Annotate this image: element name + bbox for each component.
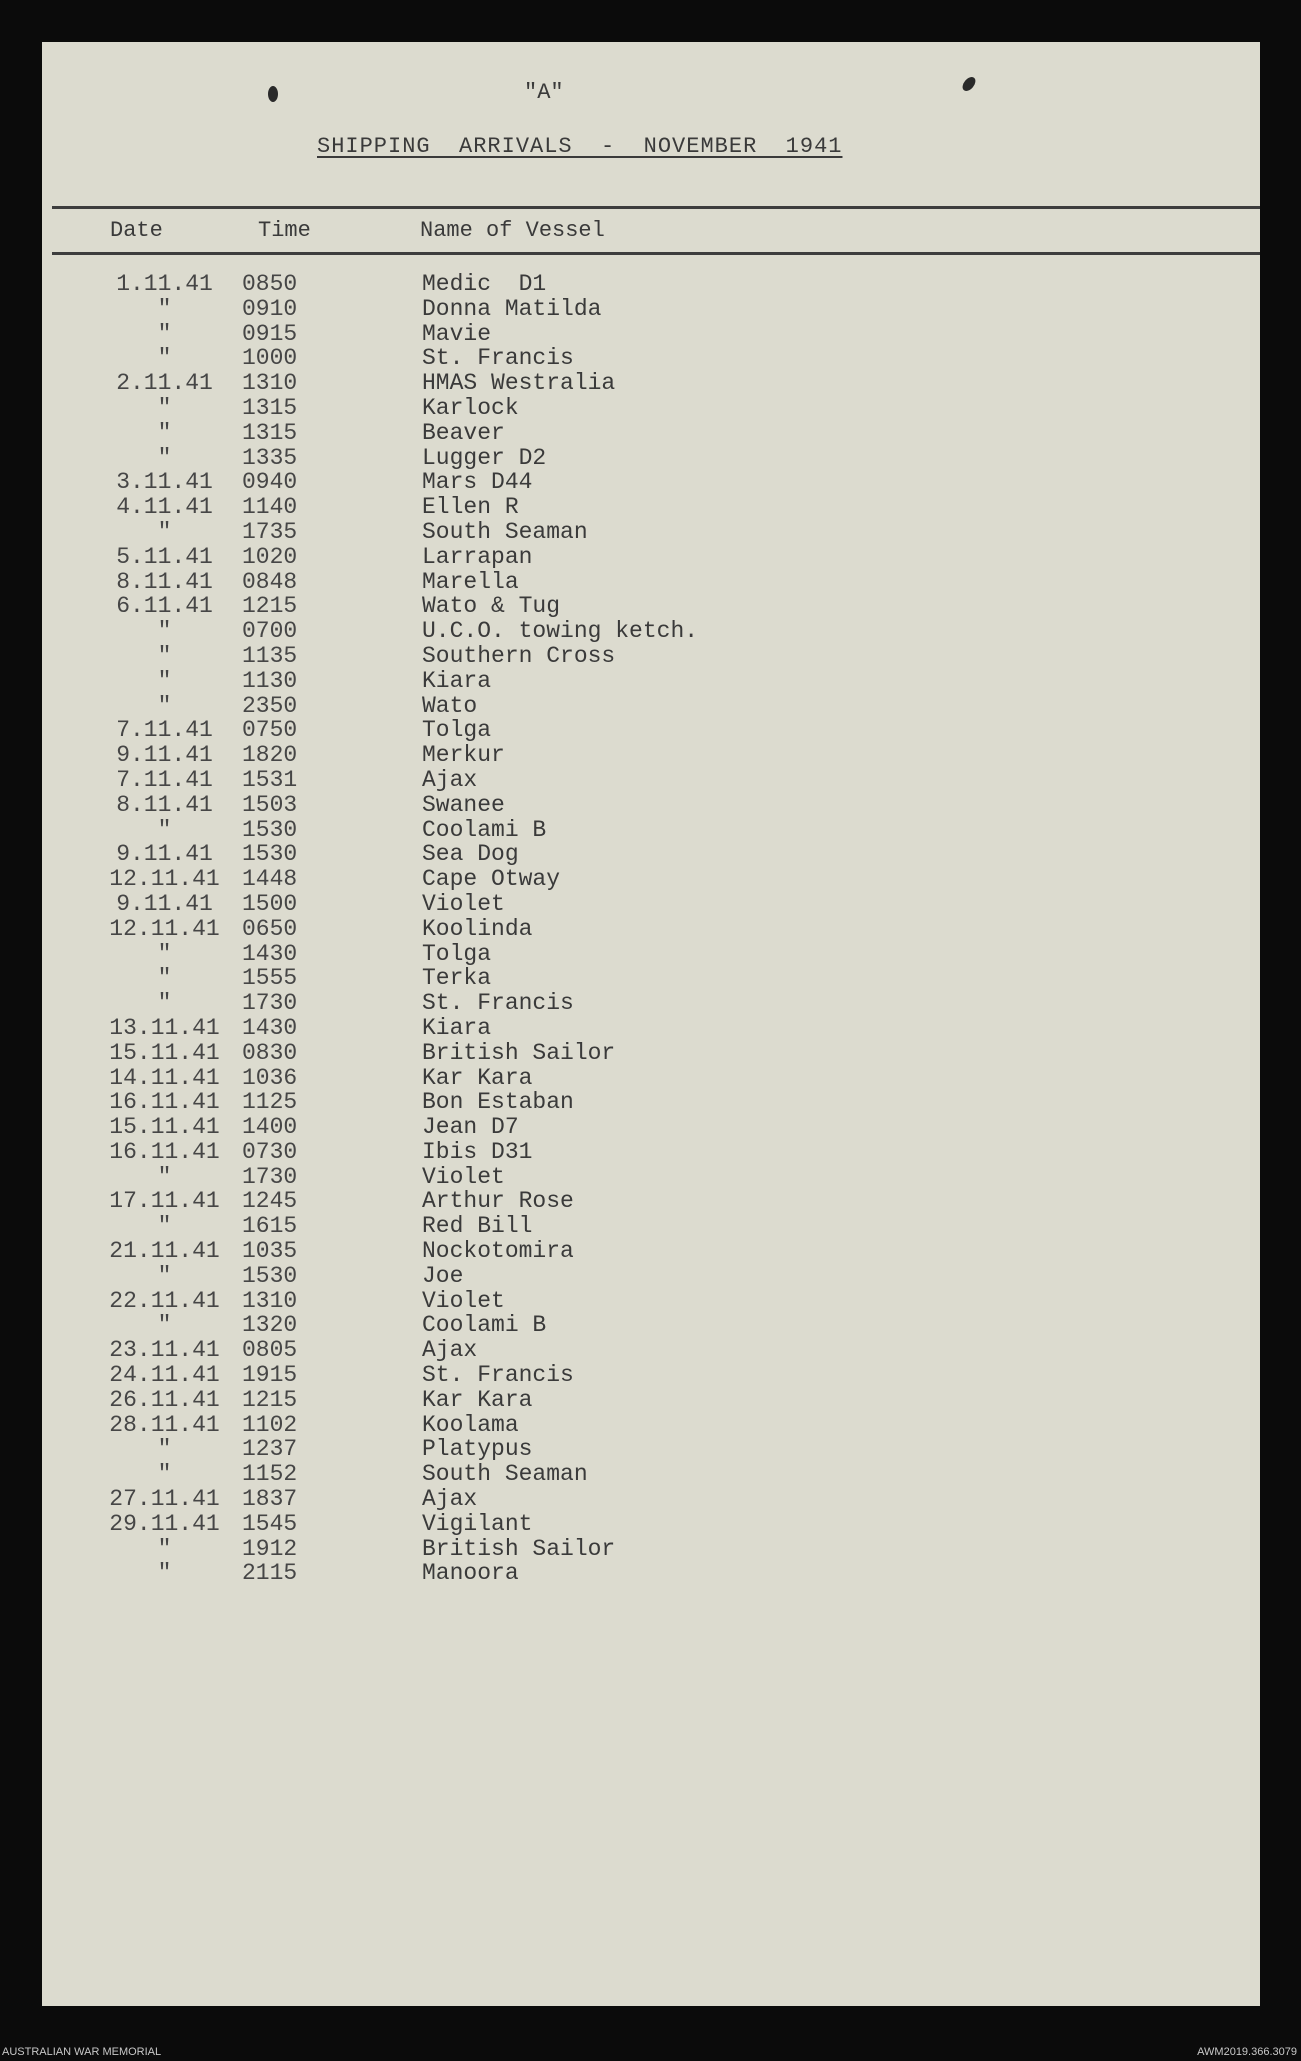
time-cell: 1320 — [242, 1312, 298, 1339]
time-cell: 1310 — [242, 1287, 298, 1314]
vessel-cell: British Sailor — [422, 1039, 616, 1066]
time-cell: 1315 — [242, 419, 298, 446]
vessel-cell: British Sailor — [422, 1535, 616, 1562]
page-title: SHIPPING ARRIVALS - NOVEMBER 1941 — [317, 134, 843, 159]
time-cell: 0850 — [242, 271, 298, 297]
table-row — [42, 1313, 1260, 1338]
date-cell: 15.11.41 — [109, 1039, 220, 1066]
time-cell: 1530 — [242, 1262, 298, 1289]
vessel-cell: Sea Dog — [422, 841, 519, 868]
vessel-cell: Merkur — [422, 742, 505, 769]
time-cell: 1315 — [242, 394, 298, 421]
time-cell: 0650 — [242, 915, 298, 942]
time-cell: 1615 — [242, 1213, 298, 1240]
date-cell: 9.11.41 — [116, 890, 213, 917]
date-cell: 13.11.41 — [109, 1014, 220, 1041]
date-cell: " — [157, 394, 172, 421]
table-row — [42, 892, 1260, 917]
date-cell: 7.11.41 — [116, 766, 213, 793]
vessel-cell: Arthur Rose — [422, 1188, 574, 1215]
table-row — [42, 917, 1260, 942]
time-cell: 1915 — [242, 1362, 298, 1389]
vessel-cell: Mavie — [422, 320, 492, 347]
time-cell: 1400 — [242, 1114, 298, 1141]
vessel-cell: Coolami B — [422, 1312, 547, 1339]
vessel-cell: Nockotomira — [422, 1238, 574, 1265]
table-row — [42, 619, 1260, 644]
vessel-cell: Beaver — [422, 419, 505, 446]
date-cell: " — [157, 618, 172, 645]
time-cell: 1140 — [242, 494, 298, 521]
vessel-cell: Violet — [422, 1287, 505, 1314]
time-cell: 1130 — [242, 667, 298, 694]
time-cell: 1237 — [242, 1436, 298, 1463]
vessel-cell: Ellen R — [422, 494, 519, 521]
date-cell: " — [157, 940, 172, 967]
time-cell: 0910 — [242, 295, 298, 322]
date-cell: 17.11.41 — [109, 1188, 220, 1215]
table-row — [42, 594, 1260, 619]
table-row — [42, 297, 1260, 322]
table-row — [42, 1115, 1260, 1140]
date-cell: 7.11.41 — [116, 717, 213, 744]
vessel-cell: Tolga — [422, 940, 492, 967]
date-cell: " — [157, 990, 172, 1017]
vessel-cell: Wato & Tug — [422, 593, 561, 620]
date-cell: " — [157, 1560, 172, 1587]
table-row — [42, 694, 1260, 719]
vessel-cell: Karlock — [422, 394, 519, 421]
table-row — [42, 1041, 1260, 1066]
table-row — [42, 495, 1260, 520]
date-cell: " — [157, 642, 172, 669]
table-row — [42, 1388, 1260, 1413]
table-row — [42, 272, 1260, 297]
date-cell: 27.11.41 — [109, 1486, 220, 1513]
table-row — [42, 1561, 1260, 1586]
table-row — [42, 1239, 1260, 1264]
table-row — [42, 991, 1260, 1016]
footer-credit: AUSTRALIAN WAR MEMORIAL — [2, 2046, 162, 2058]
vessel-cell: Donna Matilda — [422, 295, 602, 322]
vessel-cell: Koolama — [422, 1411, 519, 1438]
date-cell: 14.11.41 — [109, 1064, 220, 1091]
date-cell: 12.11.41 — [109, 915, 220, 942]
date-cell: " — [157, 1312, 172, 1339]
table-row — [42, 644, 1260, 669]
vessel-cell: Joe — [422, 1262, 464, 1289]
time-cell: 1245 — [242, 1188, 298, 1215]
time-cell: 1036 — [242, 1064, 298, 1091]
table-row — [42, 1016, 1260, 1041]
vessel-cell: Ajax — [422, 766, 478, 793]
date-cell: " — [157, 1163, 172, 1190]
table-row — [42, 1140, 1260, 1165]
table-row — [42, 1214, 1260, 1239]
date-cell: 8.11.41 — [116, 791, 213, 818]
date-cell: 24.11.41 — [109, 1362, 220, 1389]
table-row — [42, 793, 1260, 818]
time-cell: 1730 — [242, 1163, 298, 1190]
time-cell: 1430 — [242, 940, 298, 967]
header-rule-top — [52, 206, 1260, 209]
table-row — [42, 570, 1260, 595]
date-cell: " — [157, 419, 172, 446]
vessel-cell: Kar Kara — [422, 1386, 533, 1413]
vessel-cell: Marella — [422, 568, 519, 595]
table-row — [42, 1338, 1260, 1363]
table-row — [42, 1090, 1260, 1115]
vessel-cell: Red Bill — [422, 1213, 533, 1240]
time-cell: 1215 — [242, 593, 298, 620]
date-cell: 12.11.41 — [109, 866, 220, 893]
time-cell: 1531 — [242, 766, 298, 793]
vessel-cell: U.C.O. towing ketch. — [422, 618, 699, 645]
date-cell: 23.11.41 — [109, 1337, 220, 1364]
time-cell: 0750 — [242, 717, 298, 744]
time-cell: 0915 — [242, 320, 298, 347]
time-cell: 1735 — [242, 518, 298, 545]
date-cell: " — [157, 345, 172, 372]
date-cell: " — [157, 1262, 172, 1289]
vessel-cell: Koolinda — [422, 915, 533, 942]
date-cell: 1.11.41 — [116, 271, 213, 297]
date-cell: 2.11.41 — [116, 370, 213, 397]
time-cell: 0940 — [242, 469, 298, 496]
table-row — [42, 396, 1260, 421]
table-row — [42, 1537, 1260, 1562]
table-row — [42, 446, 1260, 471]
date-cell: " — [157, 1436, 172, 1463]
vessel-cell: Kiara — [422, 1014, 492, 1041]
vessel-cell: South Seaman — [422, 518, 588, 545]
vessel-cell: Kar Kara — [422, 1064, 533, 1091]
date-cell: " — [157, 444, 172, 471]
vessel-cell: Medic D1 — [422, 271, 547, 297]
date-cell: 5.11.41 — [116, 543, 213, 570]
punch-hole — [268, 86, 278, 102]
table-row — [42, 718, 1260, 743]
vessel-cell: St. Francis — [422, 345, 574, 372]
vessel-cell: Larrapan — [422, 543, 533, 570]
vessel-cell: Southern Cross — [422, 642, 616, 669]
table-row — [42, 1189, 1260, 1214]
date-cell: 26.11.41 — [109, 1386, 220, 1413]
vessel-cell: Lugger D2 — [422, 444, 547, 471]
vessel-cell: Ajax — [422, 1337, 478, 1364]
date-cell: 22.11.41 — [109, 1287, 220, 1314]
time-cell: 1152 — [242, 1461, 298, 1488]
table-row — [42, 470, 1260, 495]
table-row — [42, 842, 1260, 867]
time-cell: 1430 — [242, 1014, 298, 1041]
vessel-cell: Jean D7 — [422, 1114, 519, 1141]
date-cell: " — [157, 518, 172, 545]
time-cell: 2115 — [242, 1560, 298, 1587]
vessel-cell: Cape Otway — [422, 866, 561, 893]
table-row — [42, 520, 1260, 545]
time-cell: 1102 — [242, 1411, 298, 1438]
vessel-cell: Ajax — [422, 1486, 478, 1513]
table-row — [42, 1462, 1260, 1487]
arrivals-table — [42, 272, 1260, 1586]
time-cell: 1215 — [242, 1386, 298, 1413]
page-letter: "A" — [524, 80, 564, 105]
vessel-cell: Violet — [422, 890, 505, 917]
time-cell: 2350 — [242, 692, 298, 719]
date-cell: " — [157, 1461, 172, 1488]
table-row — [42, 818, 1260, 843]
time-cell: 1135 — [242, 642, 298, 669]
date-cell: 9.11.41 — [116, 841, 213, 868]
date-cell: " — [157, 965, 172, 992]
column-header-date: Date — [110, 218, 163, 243]
time-cell: 1820 — [242, 742, 298, 769]
vessel-cell: Kiara — [422, 667, 492, 694]
date-cell: 16.11.41 — [109, 1138, 220, 1165]
time-cell: 1912 — [242, 1535, 298, 1562]
time-cell: 0730 — [242, 1138, 298, 1165]
time-cell: 1000 — [242, 345, 298, 372]
vessel-cell: Tolga — [422, 717, 492, 744]
punch-hole — [960, 75, 978, 94]
time-cell: 1335 — [242, 444, 298, 471]
column-header-vessel: Name of Vessel — [420, 218, 605, 243]
table-row — [42, 1066, 1260, 1091]
header-rule-bottom — [52, 252, 1260, 255]
column-header-time: Time — [258, 218, 311, 243]
time-cell: 1730 — [242, 990, 298, 1017]
table-row — [42, 545, 1260, 570]
date-cell: 9.11.41 — [116, 742, 213, 769]
vessel-cell: St. Francis — [422, 990, 574, 1017]
time-cell: 1035 — [242, 1238, 298, 1265]
table-row — [42, 1512, 1260, 1537]
table-row — [42, 1264, 1260, 1289]
table-row — [42, 421, 1260, 446]
vessel-cell: Swanee — [422, 791, 505, 818]
vessel-cell: Coolami B — [422, 816, 547, 843]
date-cell: 3.11.41 — [116, 469, 213, 496]
table-row — [42, 1165, 1260, 1190]
time-cell: 1530 — [242, 841, 298, 868]
vessel-cell: Wato — [422, 692, 478, 719]
table-row — [42, 942, 1260, 967]
date-cell: " — [157, 1213, 172, 1240]
vessel-cell: Vigilant — [422, 1510, 533, 1537]
time-cell: 1020 — [242, 543, 298, 570]
time-cell: 1448 — [242, 866, 298, 893]
time-cell: 0700 — [242, 618, 298, 645]
table-row — [42, 346, 1260, 371]
time-cell: 0805 — [242, 1337, 298, 1364]
table-row — [42, 743, 1260, 768]
date-cell: " — [157, 816, 172, 843]
table-row — [42, 1289, 1260, 1314]
date-cell: 21.11.41 — [109, 1238, 220, 1265]
time-cell: 1555 — [242, 965, 298, 992]
vessel-cell: Ibis D31 — [422, 1138, 533, 1165]
date-cell: " — [157, 1535, 172, 1562]
table-row — [42, 1437, 1260, 1462]
date-cell: " — [157, 320, 172, 347]
date-cell: 28.11.41 — [109, 1411, 220, 1438]
vessel-cell: St. Francis — [422, 1362, 574, 1389]
time-cell: 1310 — [242, 370, 298, 397]
table-row — [42, 371, 1260, 396]
date-cell: 15.11.41 — [109, 1114, 220, 1141]
vessel-cell: Violet — [422, 1163, 505, 1190]
vessel-cell: Terka — [422, 965, 492, 992]
date-cell: " — [157, 692, 172, 719]
footer-reference: AWM2019.366.3079 — [1197, 2046, 1297, 2058]
time-cell: 1503 — [242, 791, 298, 818]
date-cell: 16.11.41 — [109, 1089, 220, 1116]
vessel-cell: Bon Estaban — [422, 1089, 574, 1116]
vessel-cell: Manoora — [422, 1560, 519, 1587]
table-row — [42, 1413, 1260, 1438]
date-cell: 8.11.41 — [116, 568, 213, 595]
date-cell: " — [157, 667, 172, 694]
table-row — [42, 867, 1260, 892]
date-cell: " — [157, 295, 172, 322]
time-cell: 1837 — [242, 1486, 298, 1513]
vessel-cell: Platypus — [422, 1436, 533, 1463]
vessel-cell: HMAS Westralia — [422, 370, 616, 397]
table-row — [42, 1487, 1260, 1512]
table-row — [42, 1363, 1260, 1388]
table-row — [42, 966, 1260, 991]
time-cell: 1545 — [242, 1510, 298, 1537]
table-row — [42, 669, 1260, 694]
time-cell: 0830 — [242, 1039, 298, 1066]
date-cell: 4.11.41 — [116, 494, 213, 521]
table-row — [42, 768, 1260, 793]
date-cell: 6.11.41 — [116, 593, 213, 620]
time-cell: 1530 — [242, 816, 298, 843]
time-cell: 1125 — [242, 1089, 298, 1116]
vessel-cell: South Seaman — [422, 1461, 588, 1488]
date-cell: 29.11.41 — [109, 1510, 220, 1537]
time-cell: 1500 — [242, 890, 298, 917]
time-cell: 0848 — [242, 568, 298, 595]
vessel-cell: Mars D44 — [422, 469, 533, 496]
document-page — [42, 42, 1260, 2006]
table-row — [42, 322, 1260, 347]
